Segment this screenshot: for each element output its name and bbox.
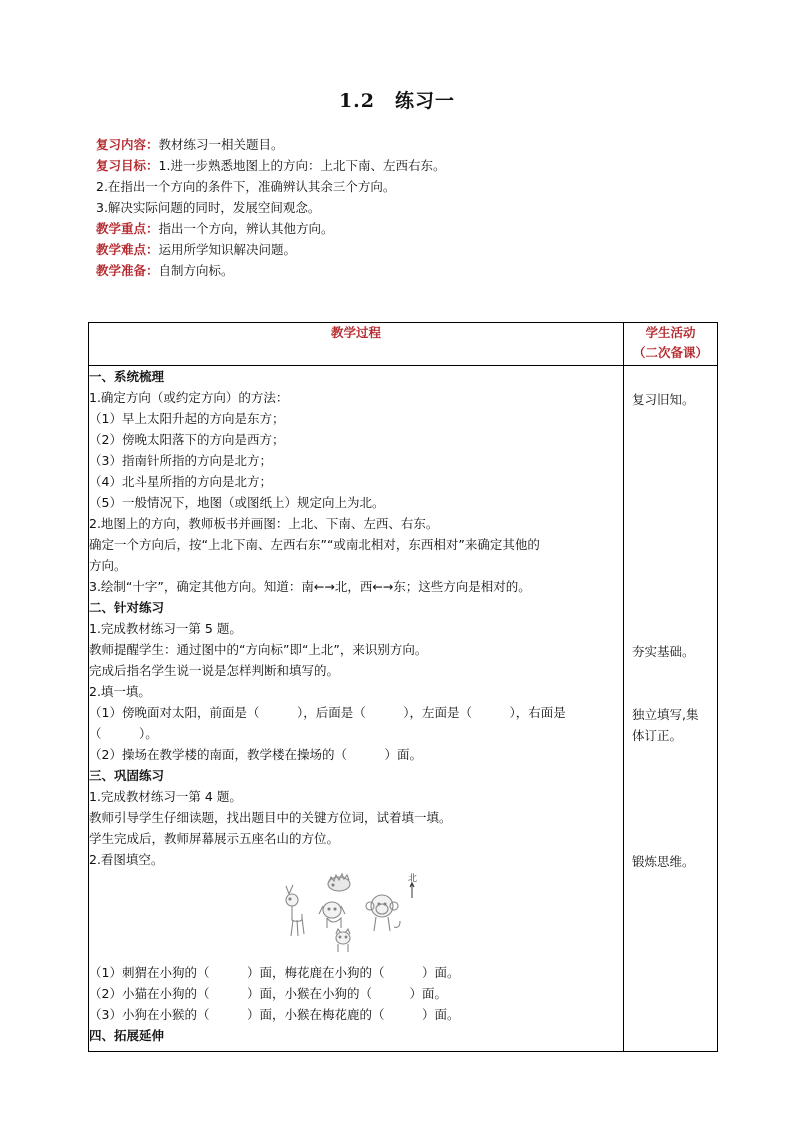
- north-arrow-icon: [410, 883, 414, 898]
- difficulty: 运用所学知识解决问题。: [158, 242, 297, 257]
- text-line: 方向。: [89, 558, 127, 573]
- deer-icon: [286, 885, 304, 936]
- note-thinking: 锻炼思维。: [632, 854, 695, 869]
- section-heading: 三、巩固练习: [89, 768, 165, 783]
- text-line: 教师引导学生仔细读题，找出题目中的关键方位词，试着填一填。: [89, 810, 452, 825]
- compass-label: 北: [408, 874, 418, 884]
- goals-label: 复习目标：: [96, 158, 159, 173]
- text-line: （1）傍晚面对太阳，前面是（ ），后面是（ ），左面是（ ），右面是: [89, 705, 566, 720]
- text-line: 1.确定方向（或约定方向）的方法：: [89, 390, 289, 405]
- goal-3: 3.解决实际问题的同时，发展空间观念。: [96, 200, 321, 215]
- text-line: 学生完成后，教师屏幕展示五座名山的方位。: [89, 831, 340, 846]
- text-line: （1）刺猬在小狗的（ ）面，梅花鹿在小狗的（ ）面。: [89, 965, 460, 980]
- text-line: 教师提醒学生：通过图中的“方向标”即“上北”，来识别方向。: [89, 642, 428, 657]
- header-student-line-1: 学生活动: [645, 325, 696, 340]
- header-student-line-2: （二次备课）: [632, 345, 708, 360]
- process-cell: [89, 366, 624, 1052]
- animals-illustration: [89, 870, 608, 962]
- lesson-table: [88, 322, 718, 1052]
- review-content: 教材练习一相关题目。: [158, 137, 284, 152]
- goal-2: 2.在指出一个方向的条件下，准确辨认其余三个方向。: [96, 179, 396, 194]
- preparation: 自制方向标。: [158, 263, 234, 278]
- review-content-label: 复习内容：: [96, 137, 159, 152]
- text-line: 确定一个方向后，按“上北下南、左西右东”“或南北相对，东西相对”来确定其他的: [89, 537, 540, 552]
- dog-icon: [319, 902, 345, 928]
- text-line: （3）指南针所指的方向是北方；: [89, 453, 272, 468]
- text-line: （3）小狗在小猴的（ ）面，小猴在梅花鹿的（ ）面。: [89, 1007, 460, 1022]
- section-heading: 四、拓展延伸: [89, 1028, 165, 1043]
- text-line: 2.看图填空。: [89, 852, 164, 867]
- header-student: [624, 323, 718, 366]
- header-process: 教学过程: [89, 323, 624, 366]
- text-line: （2）小猫在小狗的（ ）面，小猴在小狗的（ ）面。: [89, 986, 447, 1001]
- key-point: 指出一个方向，辨认其他方向。: [158, 221, 334, 236]
- text-line: 1.完成教材练习一第 5 题。: [89, 621, 242, 636]
- title-text: 练习一: [395, 90, 456, 112]
- goal-1: 1.进一步熟悉地图上的方向：上北下南、左西右东。: [158, 158, 446, 173]
- text-line: 完成后指名学生说一说是怎样判断和填写的。: [89, 663, 340, 678]
- text-line: （4）北斗星所指的方向是北方；: [89, 474, 272, 489]
- note-independent-1: 独立填写,集: [632, 707, 699, 722]
- text-line: 3.绘制“十字”，确定其他方向。知道：南←→北，西←→东；这些方向是相对的。: [89, 579, 531, 594]
- section-heading: 二、针对练习: [89, 600, 165, 615]
- hedgehog-icon: [328, 874, 350, 891]
- note-foundation: 夯实基础。: [632, 644, 695, 659]
- monkey-icon: [366, 895, 400, 931]
- text-line: （5）一般情况下，地图（或图纸上）规定向上为北。: [89, 495, 385, 510]
- text-line: 2.地图上的方向，教师板书并画图：上北、下南、左西、右东。: [89, 516, 439, 531]
- section-heading: 一、系统梳理: [89, 369, 165, 384]
- student-activity-cell: [624, 366, 718, 1052]
- intro-section: [96, 134, 706, 281]
- difficulty-label: 教学难点：: [96, 242, 159, 257]
- text-line: 2.填一填。: [89, 684, 151, 699]
- text-line: （2）操场在教学楼的南面，教学楼在操场的（ ）面。: [89, 747, 422, 762]
- text-line: （2）傍晚太阳落下的方向是西方；: [89, 432, 285, 447]
- text-line: （ ）。: [89, 726, 158, 741]
- title-number: 1.2: [338, 90, 376, 112]
- key-label: 教学重点：: [96, 221, 159, 236]
- note-independent-2: 体订正。: [632, 728, 683, 743]
- text-line: 1.完成教材练习一第 4 题。: [89, 789, 242, 804]
- note-review: 复习旧知。: [632, 392, 695, 407]
- prep-label: 教学准备：: [96, 263, 159, 278]
- page-title: [0, 86, 794, 113]
- animals-picture: [89, 870, 623, 962]
- text-line: （1）早上太阳升起的方向是东方；: [89, 411, 285, 426]
- cat-icon: [336, 929, 350, 952]
